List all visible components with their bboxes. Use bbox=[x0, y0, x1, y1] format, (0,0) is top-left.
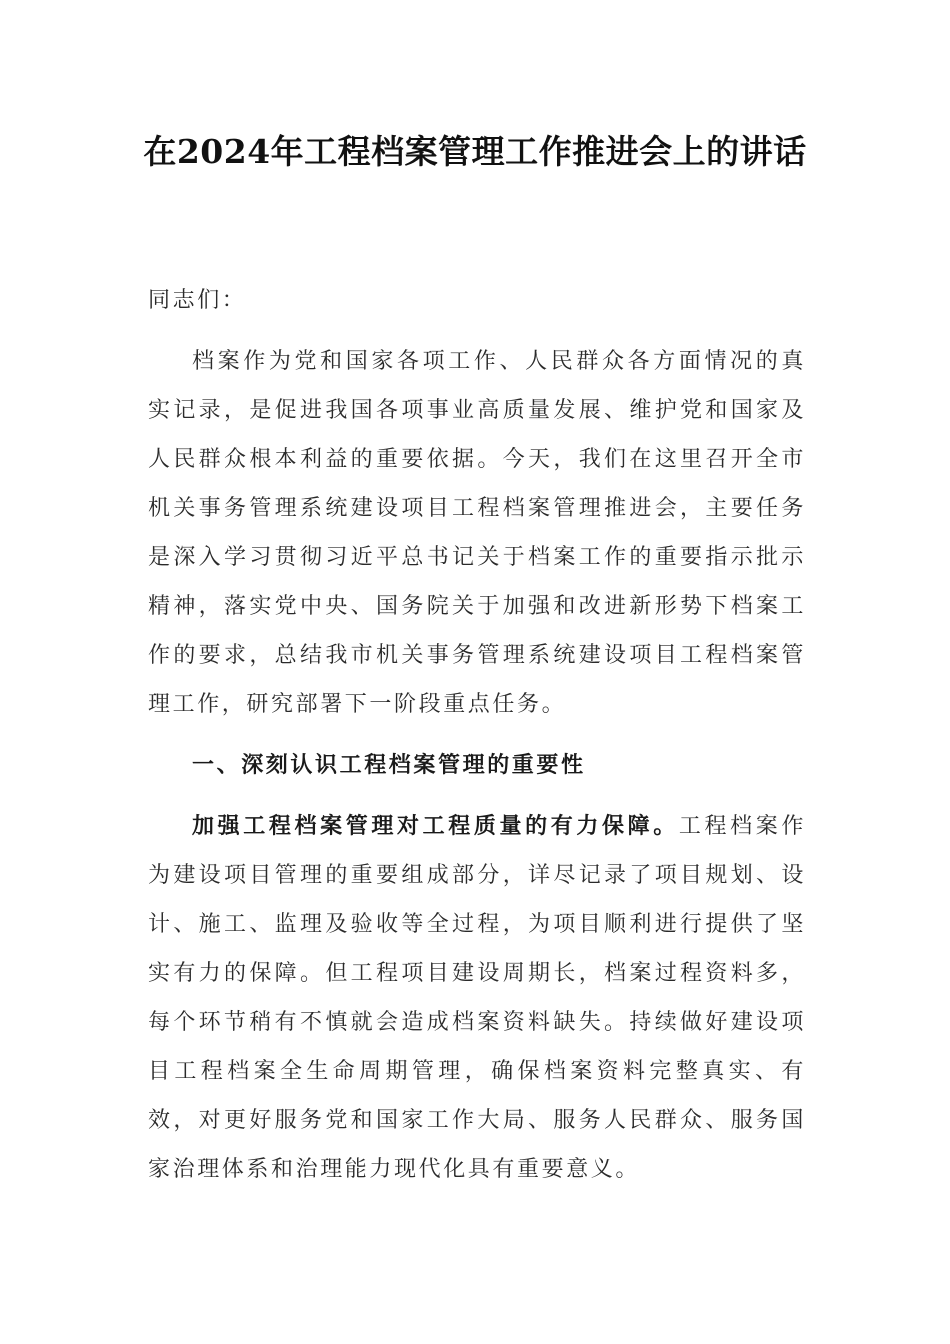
document-body bbox=[148, 276, 806, 1206]
paragraph-lead-sentence: 加强工程档案管理对工程质量的有力保障。 bbox=[192, 813, 679, 839]
intro-paragraph: 档案作为党和国家各项工作、人民群众各方面情况的真实记录，是促进我国各项事业高质量发展、维护党和国家及人民群众根本利益的重要依据。今天，我们在这里召开全市机关事务管理系统建设项目工程档案管理推进会，主要任务是深入学习贯彻习近平总书记关于档案工作的重要指示批示精神，落实党中央、国务院关于加强和改进新形势下档案工作的要求，总结我市机关事务管理系统建设项目工程档案管理工作，研究部署下一阶段重点任务。 bbox=[148, 349, 806, 717]
document-title: 在2024年工程档案管理工作推进会上的讲话 bbox=[143, 132, 807, 171]
section-1-paragraph-1 bbox=[148, 802, 806, 1194]
paragraph-body-text: 工程档案作为建设项目管理的重要组成部分，详尽记录了项目规划、设计、施工、监理及验收等全过程，为项目顺利进行提供了坚实有力的保障。但工程项目建设周期长，档案过程资料多，每个环节稍有不慎就会造成档案资料缺失。持续做好建设项目工程档案全生命周期管理，确保档案资料完整真实、有效，对更好服务党和国家工作大局、服务人民群众、服务国家治理体系和治理能力现代化具有重要意义。 bbox=[148, 814, 806, 1182]
salutation: 同志们： bbox=[148, 288, 247, 313]
section-heading-1: 一、深刻认识工程档案管理的重要性 bbox=[192, 752, 586, 778]
